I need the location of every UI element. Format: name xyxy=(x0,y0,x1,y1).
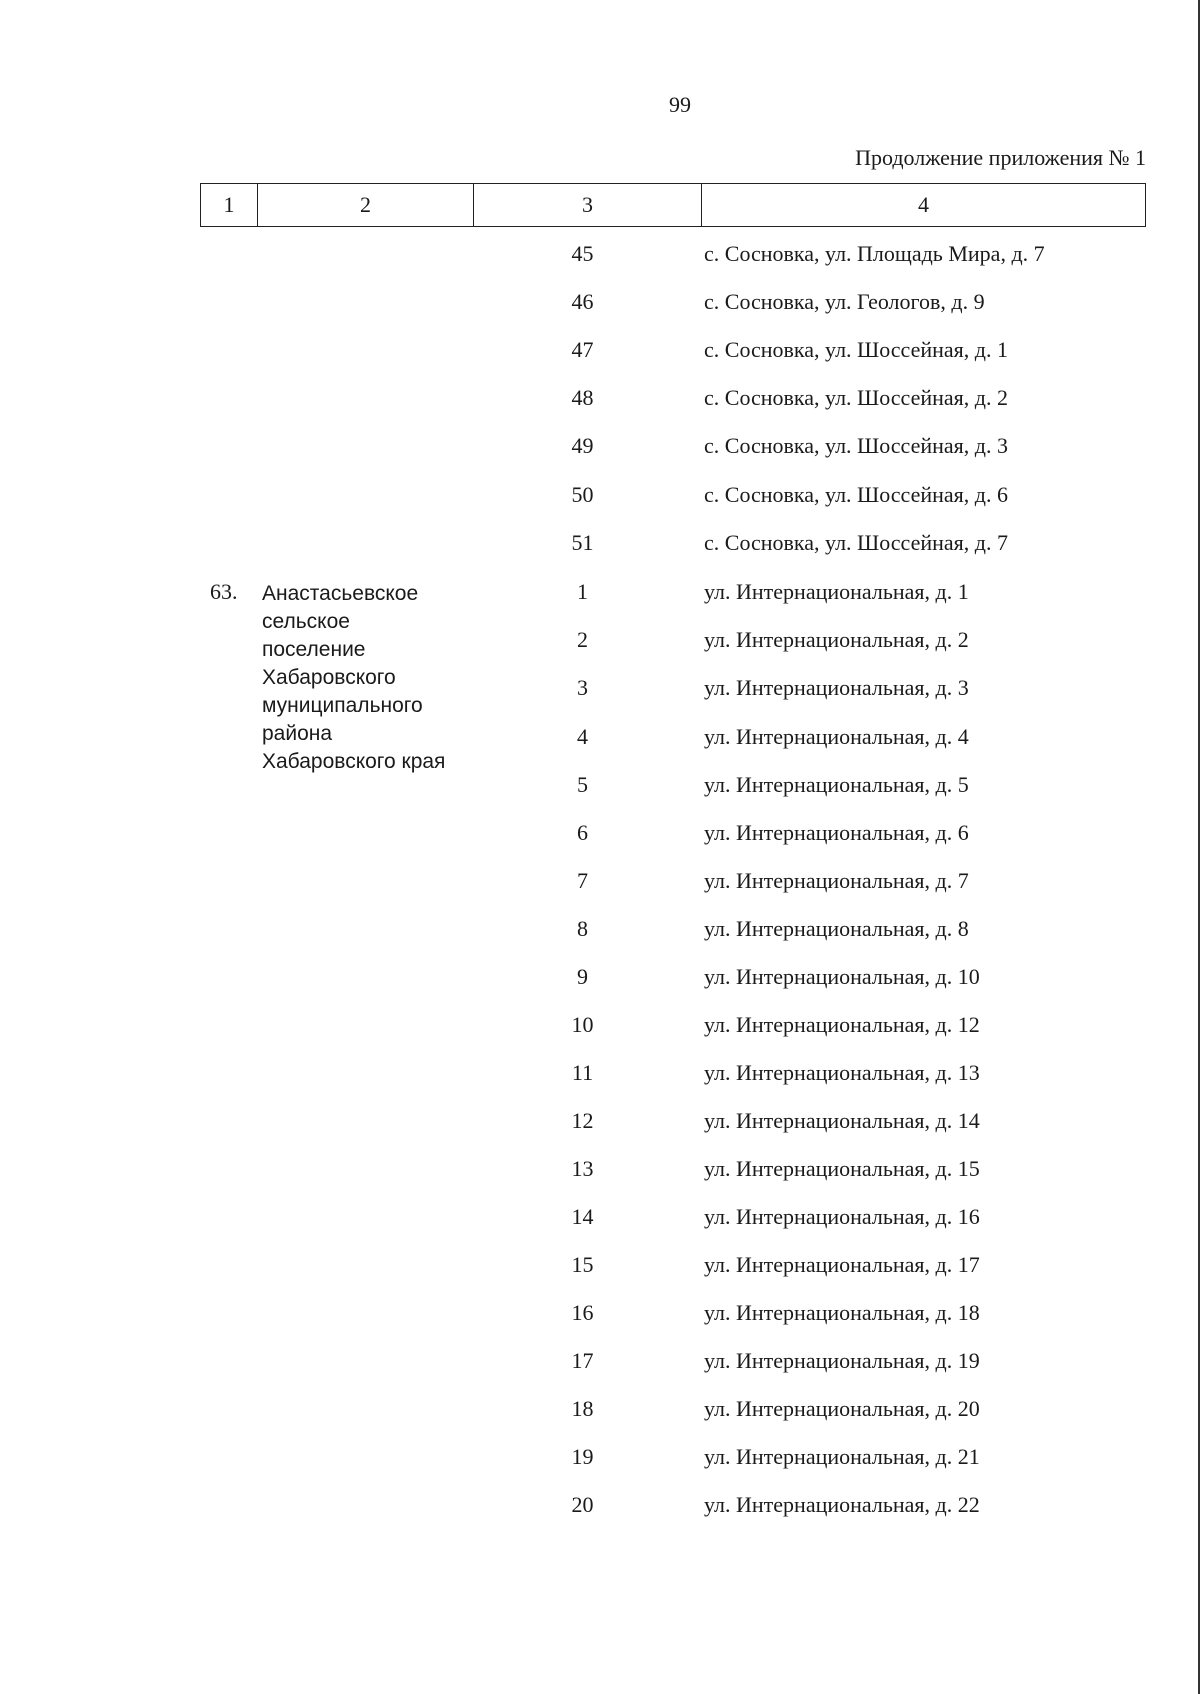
row-number: 9 xyxy=(577,964,588,989)
row-number: 3 xyxy=(577,675,588,700)
row-address: ул. Интернациональная, д. 4 xyxy=(704,724,969,749)
row-number: 20 xyxy=(571,1492,594,1517)
row-address: с. Сосновка, ул. Шоссейная, д. 1 xyxy=(704,337,1008,362)
row-address: с. Сосновка, ул. Шоссейная, д. 3 xyxy=(704,433,1008,458)
row-address: ул. Интернациональная, д. 15 xyxy=(704,1156,980,1181)
table-row xyxy=(0,284,1200,320)
table-row xyxy=(0,767,1200,803)
row-address: ул. Интернациональная, д. 6 xyxy=(704,820,969,845)
table-row xyxy=(0,959,1200,995)
row-number: 49 xyxy=(571,433,594,458)
row-address: ул. Интернациональная, д. 18 xyxy=(704,1300,980,1325)
column-header-row xyxy=(201,184,1146,227)
row-address: ул. Интернациональная, д. 13 xyxy=(704,1060,980,1085)
row-number: 13 xyxy=(571,1156,594,1181)
table-row xyxy=(0,1295,1200,1331)
row-address: ул. Интернациональная, д. 5 xyxy=(704,772,969,797)
group-name-line: сельское xyxy=(262,610,350,633)
row-number: 16 xyxy=(571,1300,594,1325)
row-number: 46 xyxy=(571,289,594,314)
table-row xyxy=(0,1103,1200,1139)
group-name-line: Хабаровского края xyxy=(262,750,446,773)
table-row xyxy=(0,1391,1200,1427)
table-row xyxy=(0,670,1200,706)
table-row xyxy=(0,428,1200,464)
group-name-line: Хабаровского xyxy=(262,666,396,689)
row-number: 2 xyxy=(577,627,588,652)
row-address: ул. Интернациональная, д. 7 xyxy=(704,868,969,893)
row-number: 14 xyxy=(571,1204,594,1229)
row-number: 7 xyxy=(577,868,588,893)
row-address: ул. Интернациональная, д. 22 xyxy=(704,1492,980,1517)
row-address: ул. Интернациональная, д. 16 xyxy=(704,1204,980,1229)
group-name-line: района xyxy=(262,722,333,745)
row-address: ул. Интернациональная, д. 8 xyxy=(704,916,969,941)
row-number: 15 xyxy=(571,1252,594,1277)
table-row xyxy=(0,1439,1200,1475)
row-address: ул. Интернациональная, д. 12 xyxy=(704,1012,980,1037)
page-number: 99 xyxy=(669,92,691,117)
row-number: 12 xyxy=(571,1108,594,1133)
column-header-table xyxy=(200,183,1146,227)
table-row xyxy=(0,1199,1200,1235)
column-header-3: 3 xyxy=(474,184,702,227)
row-number: 18 xyxy=(571,1396,594,1421)
row-address: ул. Интернациональная, д. 1 xyxy=(704,579,969,604)
column-header-1: 1 xyxy=(201,184,258,227)
table-row xyxy=(0,380,1200,416)
row-number: 17 xyxy=(571,1348,594,1373)
row-number: 47 xyxy=(571,337,594,362)
row-address: с. Сосновка, ул. Шоссейная, д. 6 xyxy=(704,482,1008,507)
row-number: 1 xyxy=(577,579,588,604)
group-name-line: Анастасьевское xyxy=(262,582,419,605)
group-name-line: муниципального xyxy=(262,694,423,717)
row-address: ул. Интернациональная, д. 3 xyxy=(704,675,969,700)
table-row xyxy=(0,719,1200,755)
row-address: с. Сосновка, ул. Шоссейная, д. 7 xyxy=(704,530,1008,555)
row-number: 11 xyxy=(571,1060,594,1085)
row-number: 50 xyxy=(571,482,594,507)
row-address: ул. Интернациональная, д. 20 xyxy=(704,1396,980,1421)
column-header-2: 2 xyxy=(258,184,474,227)
row-number: 19 xyxy=(571,1444,594,1469)
row-address: ул. Интернациональная, д. 14 xyxy=(704,1108,980,1133)
table-row xyxy=(0,863,1200,899)
table-row xyxy=(0,1247,1200,1283)
row-address: ул. Интернациональная, д. 2 xyxy=(704,627,969,652)
row-address: с. Сосновка, ул. Шоссейная, д. 2 xyxy=(704,385,1008,410)
row-address: ул. Интернациональная, д. 19 xyxy=(704,1348,980,1373)
row-address: с. Сосновка, ул. Геологов, д. 9 xyxy=(704,289,985,314)
table-row xyxy=(0,525,1200,561)
row-address: ул. Интернациональная, д. 17 xyxy=(704,1252,980,1277)
appendix-caption: Продолжение приложения № 1 xyxy=(855,145,1146,170)
table-row xyxy=(0,815,1200,851)
row-number: 5 xyxy=(577,772,588,797)
table-row xyxy=(0,1343,1200,1379)
row-address: с. Сосновка, ул. Площадь Мира, д. 7 xyxy=(704,241,1045,266)
table-row xyxy=(0,1055,1200,1091)
row-number: 48 xyxy=(571,385,594,410)
table-row xyxy=(0,911,1200,947)
table-row xyxy=(0,1151,1200,1187)
column-header-4: 4 xyxy=(702,184,1146,227)
row-number: 51 xyxy=(571,530,594,555)
table-row xyxy=(0,1487,1200,1523)
row-number: 10 xyxy=(571,1012,594,1037)
row-number: 4 xyxy=(577,724,588,749)
group-number: 63. xyxy=(210,579,238,604)
table-row xyxy=(0,574,1200,610)
row-number: 6 xyxy=(577,820,588,845)
group-name-line: поселение xyxy=(262,638,366,661)
table-row xyxy=(0,622,1200,658)
table-row xyxy=(0,236,1200,272)
row-address: ул. Интернациональная, д. 10 xyxy=(704,964,980,989)
table-row xyxy=(0,332,1200,368)
table-row xyxy=(0,477,1200,513)
row-number: 45 xyxy=(571,241,594,266)
row-address: ул. Интернациональная, д. 21 xyxy=(704,1444,980,1469)
row-number: 8 xyxy=(577,916,588,941)
table-row xyxy=(0,1007,1200,1043)
